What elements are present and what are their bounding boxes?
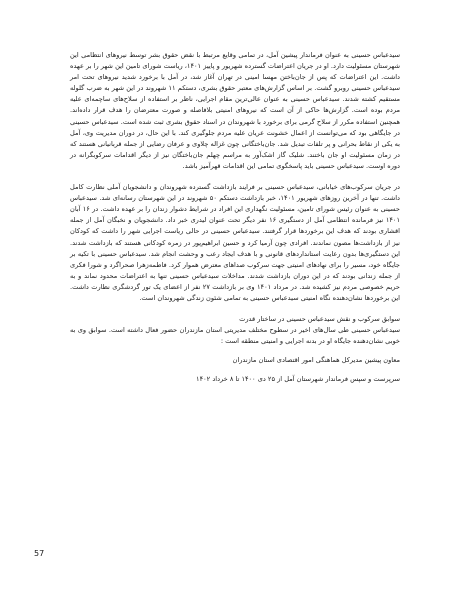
page-number: 57 xyxy=(34,549,45,558)
page-body xyxy=(70,50,400,386)
position-item-1: معاون پیشین مدیرکل هماهنگی امور اقتصادی استان مازندران xyxy=(232,356,400,365)
section-intro: سیدعباس حسینی طی سال‌های اخیر در سطوح مختلف مدیریتی استان مازندران حضور فعال داشته است. سوابق وی به خوبی نشان‌دهنده جایگاه او در بدنه اجرایی و امنیتی منطقه است : xyxy=(70,326,400,346)
body-paragraph-1: سیدعباس حسینی به عنوان فرماندار پیشین آمل، در تمامی وقایع مرتبط با نقض حقوق بشر توسط نیروهای انتظامی این شهرستان مسئولیت دارد. او در جریان اعتراضات گسترده شهریور و پاییز ۱۴۰۱، ریاست شورای تامین این شهر را بر عهده داشت. این اعتراضات که پس از جان‌باختن مهسا امینی در تهران آغاز شد، در آمل با برخورد شدید نیروهای تحت امر سیدعباس حسینی روبرو گشت. بر اساس گزارش‌های معتبر حقوق بشری، دستکم ۱۱ شهروند در این شهر به ضرب گلوله مستقیم کشته شدند. سیدعباس حسینی به عنوان عالی‌ترین مقام اجرایی، ناظر بر استفاده از سلاح‌های ساچمه‌ای علیه مردم بوده است. گزارش‌ها حاکی از آن است که نیروهای امنیتی بلافاصله و صورت معترضان را هدف قرار داده‌اند. همچنین استفاده مکرر از سلاح گرمی برای برخورد با شهروندان در اسناد حقوق بشری ثبت شده است. سیدعباس حسینی در جایگاهی بود که می‌توانست از اعمال خشونت عریان علیه مردم جلوگیری کند. با این حال، در دوران مدیریت وی، آمل به یکی از نقاط بحرانی و پر تلفات تبدیل شد. جان‌باختگانی چون غزاله چلاوی و عرفان رضایی از جمله قربانیانی هستند که در زمان مسئولیت او جان باختند. شلیک گاز اشک‌آور به مراسم چهلم جان‌باختگان نیز از دیگر اقدامات سرکوبگرانه در دوره اوست. سیدعباس حسینی باید پاسخگوی تمامی این اقدامات قهرآمیز باشد. xyxy=(70,51,400,170)
section-title: سوابق سرکوب و نقش سیدعباس حسینی در ساختار قدرت xyxy=(239,315,400,324)
body-paragraph-2: در جریان سرکوب‌های خیابانی، سیدعباس حسینی بر فرایند بازداشت گسترده شهروندان و دانشجویان آملی نظارت کامل داشت. تنها در آخرین روزهای شهریور ۱۴۰۱، خبر بازداشت دستکم ۵۰ شهروند در این شهرستان رسانه‌ای شد. سیدعباس حسینی به عنوان رئیس شورای تامین، مسئولیت نگهداری این افراد در شرایط دشوار زندان را بر عهده داشت. در ۱۶ آبان ۱۴۰۱ نیز فرمانده انتظامی آمل از دستگیری ۱۶ نفر دیگر تحت عنوان لیدری خبر داد. دانشجویان و نخبگان آمل از جمله اقشاری بودند که هدف این برخوردها قرار گرفتند. سیدعباس حسینی در حالی ریاست اجرایی شهر را داشت که کودکان نیز از بازداشت‌ها مصون نماندند. افرادی چون آرمیا کرد و حسین ابراهیم‌پور در زمره کودکانی هستند که بازداشت شدند. این دستگیری‌ها بدون رعایت استانداردهای قانونی و با هدف ایجاد رعب و وحشت انجام شد. سیدعباس حسینی با تکیه بر جایگاه خود، مسیر را برای نهادهای امنیتی جهت سرکوب صداهای معترض هموار کرد. فاطمه‌زهرا صحراگرد و شورا فکری از جمله زندانی بودند که در این دوران بازداشت شدند. مداخلات سیدعباس حسینی تنها به اعتراضات محدود نماند و به حریم خصوصی مردم نیز کشیده شد. در مرداد ۱۴۰۱ وی بر بازداشت ۲۷ نفر از اعضای یک تور گردشگری نظارت داشت. این برخوردها نشان‌دهنده نگاه امنیتی سیدعباس حسینی به تمامی شئون زندگی شهروندان است. xyxy=(70,183,401,302)
position-item-2: سرپرست و سپس فرماندار شهرستان آمل از ۲۵ دی ۱۴۰۰ تا ۸ خرداد ۱۴۰۲ xyxy=(196,375,400,384)
